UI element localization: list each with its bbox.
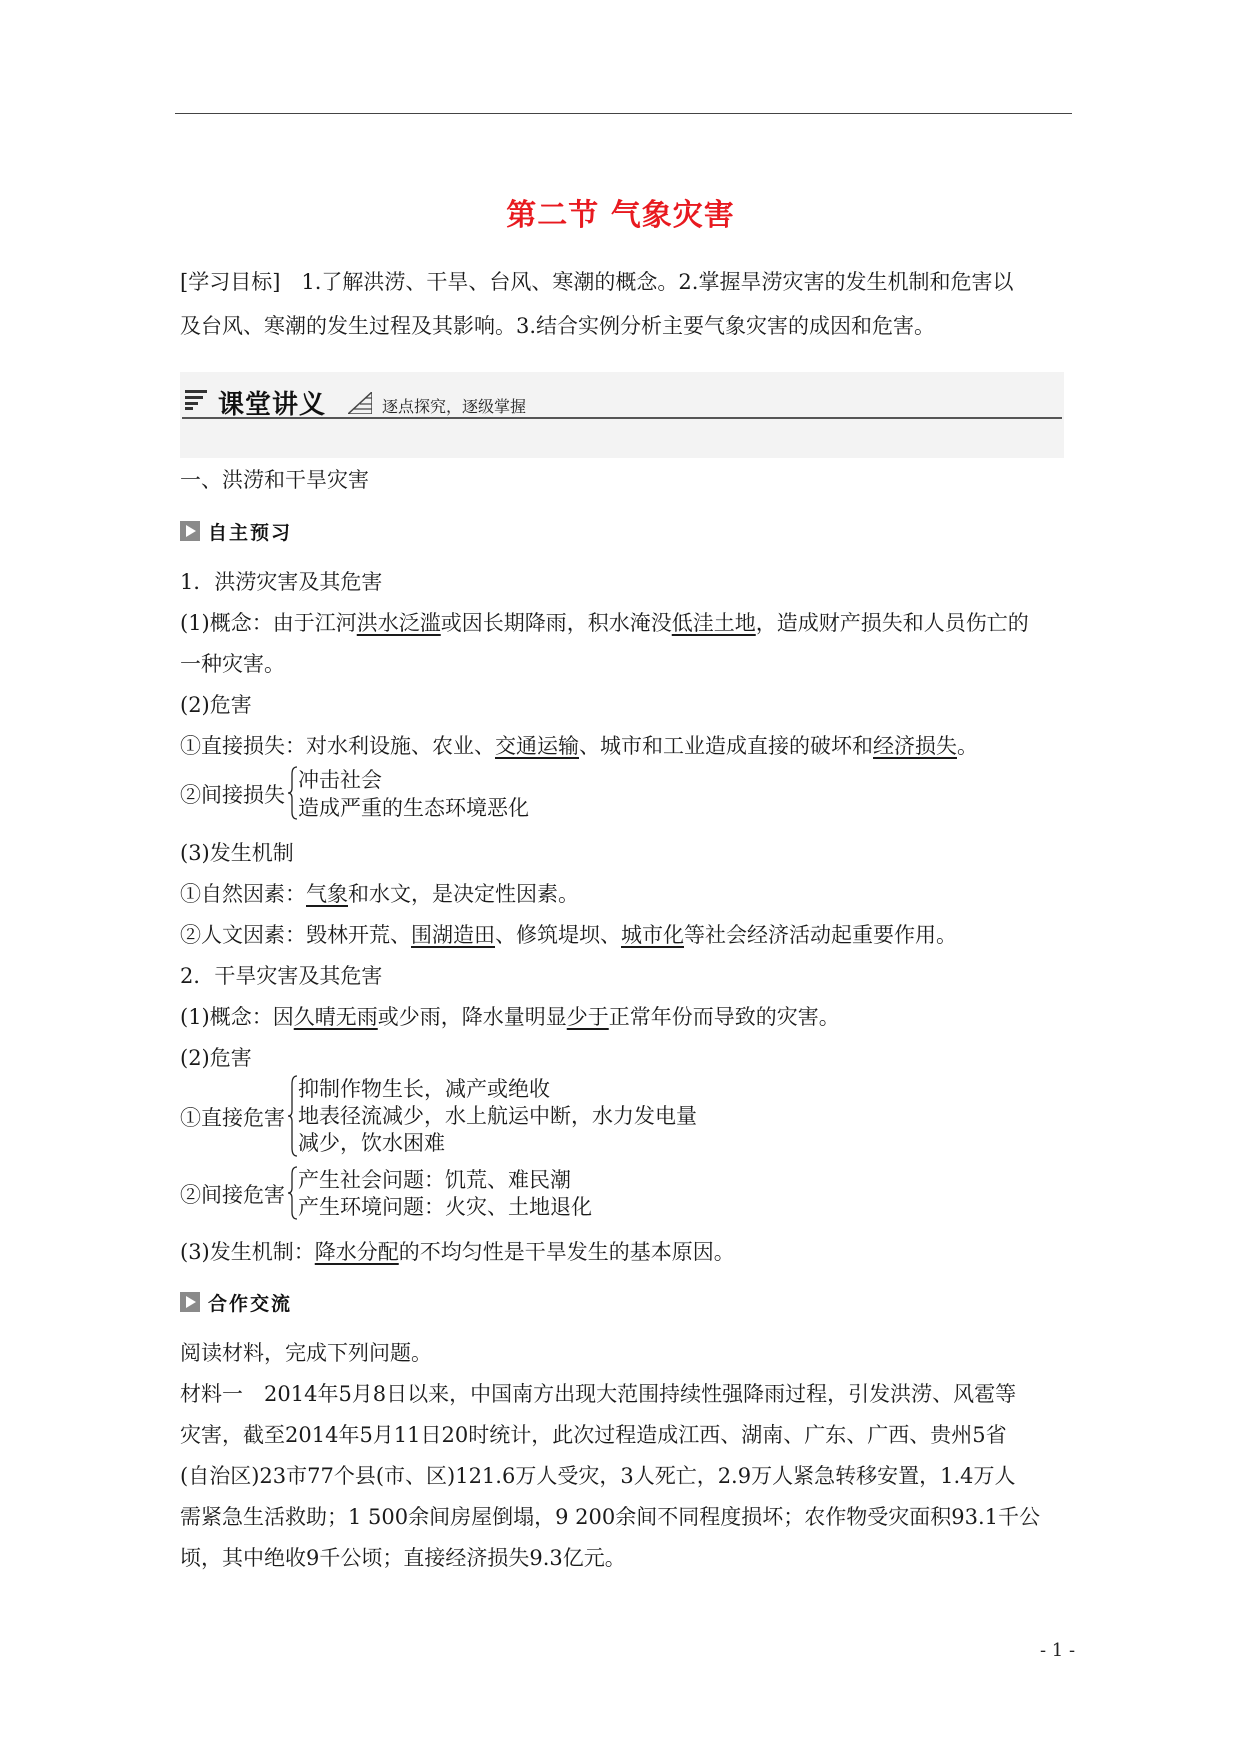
flood-concept-cont: 一种灾害。 <box>180 652 285 676</box>
left-brace-icon <box>288 1075 298 1157</box>
answer-blank: 降水分配 <box>314 1240 399 1264</box>
reading-line: 顷，其中绝收9千公顷；直接经济损失9.3亿元。 <box>180 1546 626 1570</box>
banner-underline <box>182 417 1062 419</box>
banner-subtitle: 逐点探究，逐级掌握 <box>382 397 527 416</box>
flood-direct-loss: ①直接损失：对水利设施、农业、交通运输、城市和工业造成直接的破坏和经济损失。 <box>180 734 978 758</box>
drought-direct-label: ①直接危害 <box>180 1106 285 1130</box>
answer-blank: 城市化 <box>621 923 684 947</box>
lecture-banner <box>180 372 1064 458</box>
play-arrow-icon <box>180 1292 200 1312</box>
reading-line: 材料一 2014年5月8日以来，中国南方出现大范围持续性强降雨过程，引发洪涝、风雹等 <box>180 1382 1017 1406</box>
drought-direct-item-1: 抑制作物生长，减产或绝收 <box>298 1077 550 1101</box>
reading-line: 灾害，截至2014年5月11日20时统计，此次过程造成江西、湖南、广东、广西、贵州5省 <box>180 1423 1007 1447</box>
banner-title: 课堂讲义 <box>218 390 327 420</box>
drought-concept: (1)概念：因久晴无雨或少雨，降水量明显少于正常年份而导致的灾害。 <box>180 1005 840 1029</box>
play-arrow-icon <box>180 521 200 541</box>
answer-blank: 交通运输 <box>495 734 579 758</box>
left-brace-icon <box>288 1166 298 1220</box>
stairs-icon <box>348 392 372 414</box>
drought-indirect-item-1: 产生社会问题：饥荒、难民潮 <box>298 1168 571 1192</box>
flood-human-factor: ②人文因素：毁林开荒、围湖造田、修筑堤坝、城市化等社会经济活动起重要作用。 <box>180 923 957 947</box>
flood-harm-heading: (2)危害 <box>180 693 252 717</box>
drought-direct-item-3: 减少，饮水困难 <box>298 1131 445 1155</box>
answer-blank: 低洼土地 <box>671 611 756 635</box>
answer-blank: 气象 <box>306 882 348 906</box>
drought-heading: 2．干旱灾害及其危害 <box>180 964 383 988</box>
flood-mech-heading: (3)发生机制 <box>180 841 294 865</box>
answer-blank: 久晴无雨 <box>293 1005 378 1029</box>
drought-indirect-label: ②间接危害 <box>180 1183 285 1207</box>
subsection-label: 合作交流 <box>208 1293 293 1315</box>
drought-indirect-item-2: 产生环境问题：火灾、土地退化 <box>298 1195 592 1219</box>
reading-intro: 阅读材料，完成下列问题。 <box>180 1341 432 1365</box>
subsection-label: 自主预习 <box>208 522 293 544</box>
flood-heading: 1．洪涝灾害及其危害 <box>180 570 383 594</box>
drought-mechanism: (3)发生机制：降水分配的不均匀性是干旱发生的基本原因。 <box>180 1240 735 1264</box>
flood-indirect-item-1: 冲击社会 <box>298 768 382 792</box>
flood-concept: (1)概念：由于江河洪水泛滥或因长期降雨，积水淹没低洼土地，造成财产损失和人员伤亡的 <box>180 611 1029 635</box>
stripes-icon <box>185 390 207 410</box>
drought-harm-heading: (2)危害 <box>180 1046 252 1070</box>
page-number: - 1 - <box>1040 1640 1076 1661</box>
reading-line: (自治区)23市77个县(市、区)121.6万人受灾，3人死亡，2.9万人紧急转移安置，1.4万人 <box>180 1464 1016 1488</box>
answer-blank: 经济损失 <box>873 734 957 758</box>
objectives-line-2: 及台风、寒潮的发生过程及其影响。3.结合实例分析主要气象灾害的成因和危害。 <box>180 314 936 338</box>
answer-blank: 围湖造田 <box>411 923 495 947</box>
page-title: 第二节 气象灾害 <box>506 198 735 233</box>
answer-blank: 洪水泛滥 <box>356 611 441 635</box>
left-brace-icon <box>288 766 298 820</box>
header-rule <box>175 113 1072 114</box>
flood-natural-factor: ①自然因素：气象和水文，是决定性因素。 <box>180 882 579 906</box>
flood-indirect-item-2: 造成严重的生态环境恶化 <box>298 796 529 820</box>
drought-direct-item-2: 地表径流减少，水上航运中断，水力发电量 <box>298 1104 697 1128</box>
objectives-line-1: [学习目标] 1.了解洪涝、干旱、台风、寒潮的概念。2.掌握旱涝灾害的发生机制和危害以 <box>180 270 1014 294</box>
flood-indirect-label: ②间接损失 <box>180 783 285 807</box>
answer-blank: 少于 <box>566 1005 609 1029</box>
reading-line: 需紧急生活救助；1 500余间房屋倒塌，9 200余间不同程度损坏；农作物受灾面积93.1千公 <box>180 1505 1040 1529</box>
section-heading: 一、洪涝和干旱灾害 <box>180 468 369 492</box>
